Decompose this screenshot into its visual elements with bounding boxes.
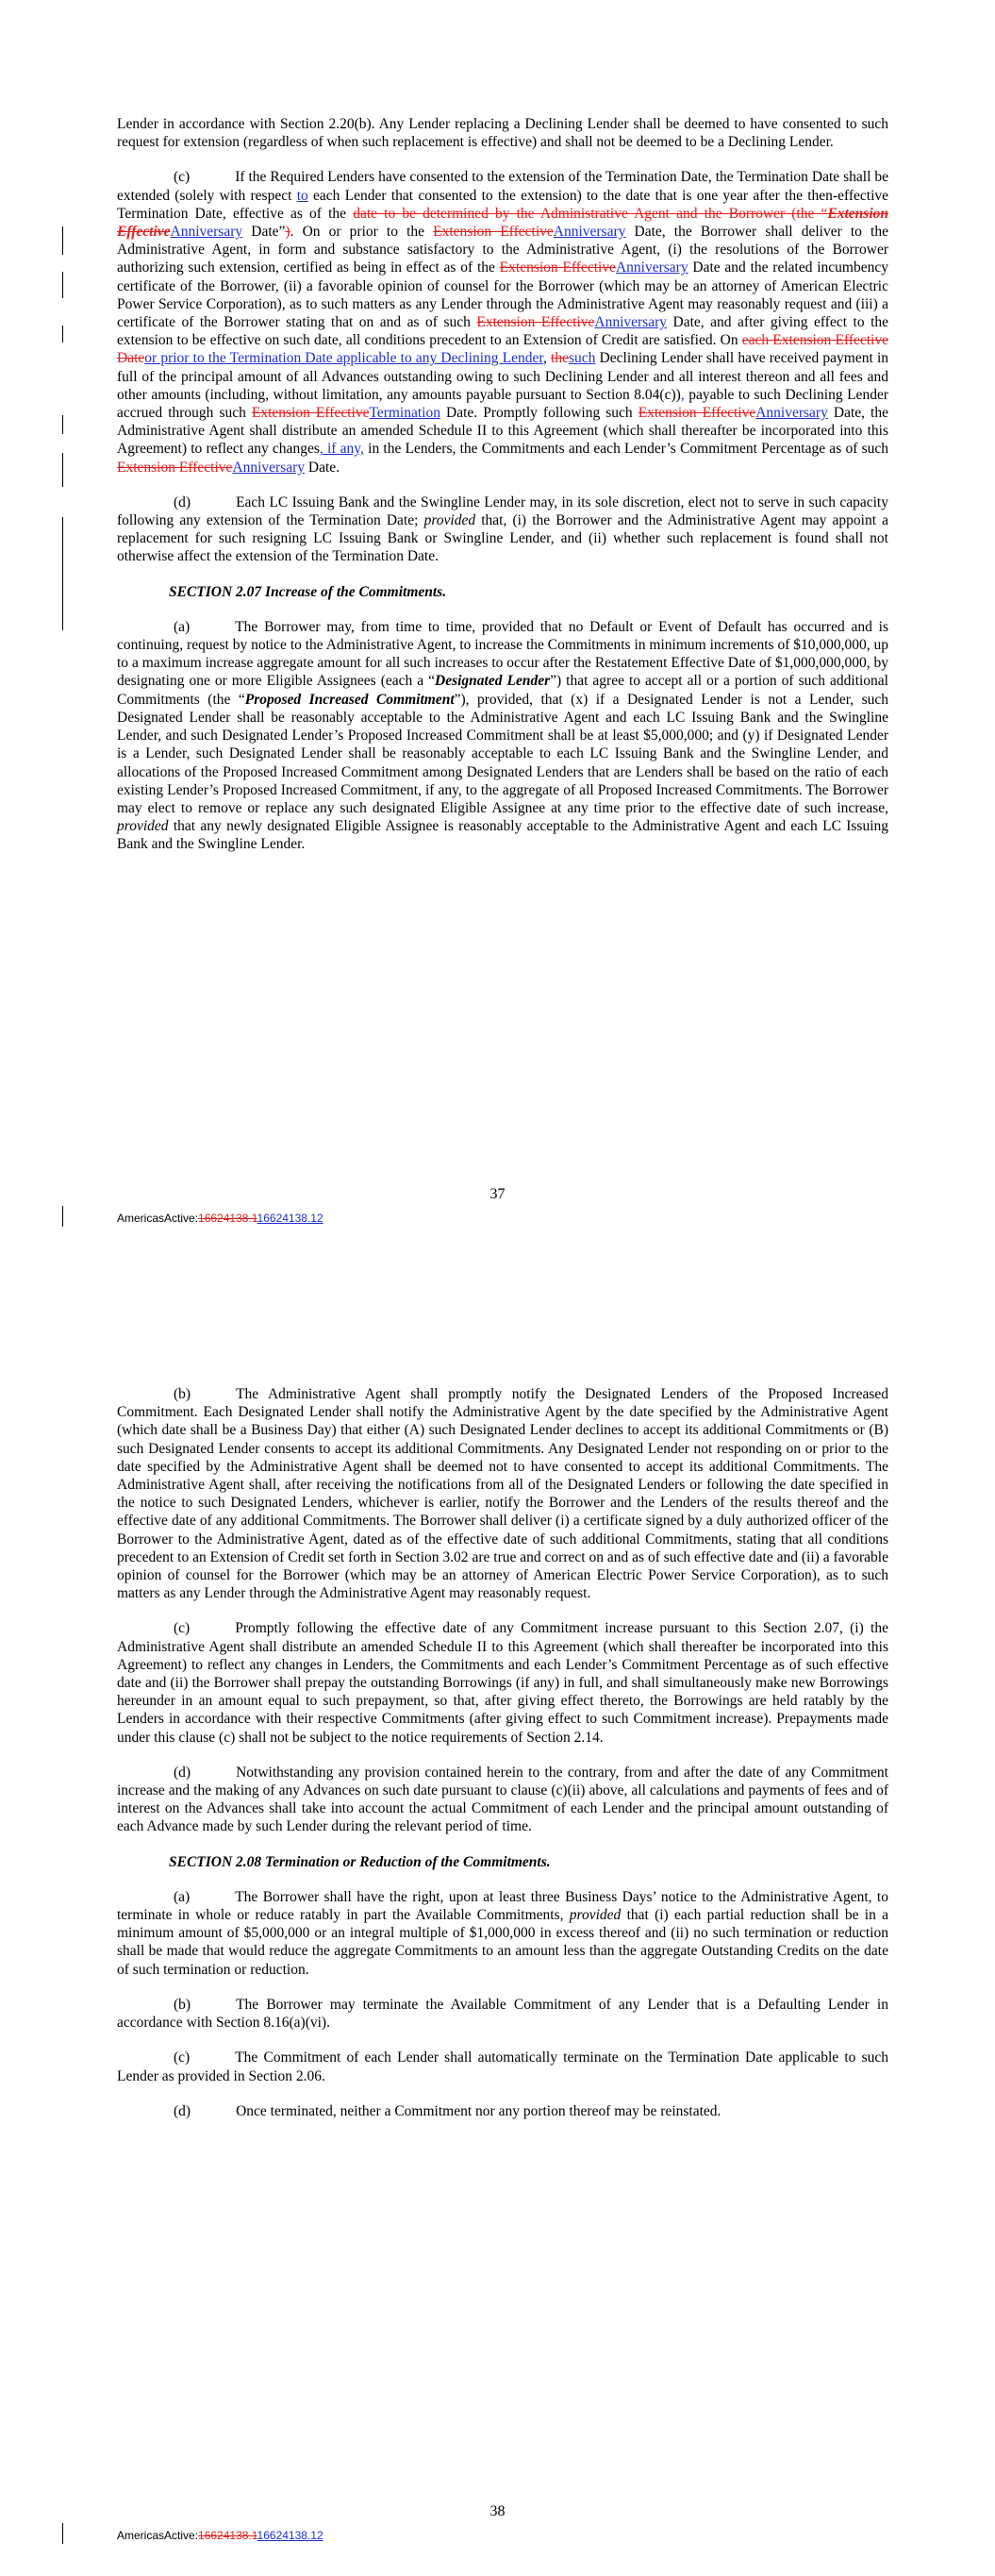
change-bar	[62, 517, 63, 630]
paragraph-2-06-d: (d) Each LC Issuing Bank and the Swingline Lender may, in its sole discretion, elect not to serve in such capacity following any extension of the Termination Date; provided that, (i) the Borrower and the Administrative Agent may appoint a replacement for such resigning LC Issuing Bank or Swingline Lender, and (ii) whether such replacement is found shall not otherwise affect the extension of the Termination Date.	[117, 493, 888, 565]
page-37-body	[117, 115, 888, 871]
change-bar	[62, 1206, 63, 1227]
page-number: 38	[489, 2503, 506, 2519]
paragraph-top: Lender in accordance with Section 2.20(b). Any Lender replacing a Declining Lender shall be deemed to have consented to such request for extension (regardless of when such replacement is effective) and shall not be deemed to be a Declining Lender.	[117, 116, 888, 151]
paragraph-2-07-d: (d) Notwithstanding any provision contained herein to the contrary, from and after the date of any Commitment increase and the making of any Advances on such date pursuant to clause (c)(ii) above, all calculations and payments of fees and of interest on the Advances shall take into account the actual Commitment of each Lender and the principal amount outstanding of each Advance made by such Lender during the relevant period of time.	[117, 1764, 888, 1835]
page-38	[0, 1264, 995, 2576]
section-heading-2-07: SECTION 2.07 Increase of the Commitments.	[169, 583, 447, 600]
paragraph-2-08-c: (c) The Commitment of each Lender shall automatically terminate on the Termination Date applicable to such Lender as provided in Section 2.06.	[117, 2049, 888, 2084]
change-bar	[62, 326, 63, 343]
change-bar	[62, 2523, 63, 2544]
section-heading-2-08: SECTION 2.08 Termination or Reduction of the Commitments.	[169, 1853, 551, 1870]
page-38-body	[117, 1385, 888, 2137]
document-footer: AmericasActive:16624138.116624138.12	[117, 1212, 323, 1225]
page-number: 37	[489, 1186, 506, 1202]
paragraph-2-07-c: (c) Promptly following the effective date of any Commitment increase pursuant to this Section 2.07, (i) the Administrative Agent shall distribute an amended Schedule II to this Agreement (which shall thereafter be incorporated into this Agreement) to reflect any changes in Lenders, the Commitments and each Lender’s Commitment Percentage as of such effective date and (ii) the Borrower shall prepay the outstanding Borrowings (if any) in full, and shall simultaneously make new Borrowings hereunder in an amount equal to such prepayment, so that, after giving effect thereto, the Borrowings are held ratably by the Lenders in accordance with their respective Commitments (after giving effect to such Commitment increase). Prepayments made under this clause (c) shall not be subject to the notice requirements of Section 2.14.	[117, 1620, 888, 1746]
paragraph-2-07-b: (b) The Administrative Agent shall promptly notify the Designated Lenders of the Proposed Increased Commitment. Each Designated Lender shall notify the Administrative Agent by the date specified by the Administrative Agent (which date shall be a Business Day) that either (A) such Designated Lender declines to accept its additional Commitments or (B) such Designated Lender consents to accept its additional Commitments. Any Designated Lender not responding on or prior to the date specified by the Administrative Agent shall be deemed not to have consented to accept its additional Commitments. The Administrative Agent shall, after receiving the notifications from all of the Designated Lenders or following the date specified in the notice to such Designated Lenders, whichever is earlier, notify the Borrower and the Lenders of the results thereof and the effective date of any additional Commitments. The Borrower shall deliver (i) a certificate signed by a duly authorized officer of the Borrower to the Administrative Agent, dated as of the effective date of such additional Commitments, stating that all conditions precedent to an Extension of Credit set forth in Section 3.02 are true and correct on and as of such effective date and (ii) a favorable opinion of counsel for the Borrower (which may be an attorney of American Electric Power Service Corporation), as to such matters as any Lender through the Administrative Agent may reasonably request.	[117, 1386, 888, 1602]
paragraph-2-07-a: (a) The Borrower may, from time to time, provided that no Default or Event of Default has occurred and is continuing, request by notice to the Administrative Agent, to increase the Commitments in minimum increments of $10,000,000, up to a maximum increase aggregate amount for all such increases to occur after the Restatement Effective Date of $1,000,000,000, by designating one or more Eligible Assignees (each a “Designated Lender”) that agree to accept all or a portion of such additional Commitments (the “Proposed Increased Commitment”), provided, that (x) if a Designated Lender is not a Lender, such Designated Lender shall be reasonably acceptable to the Administrative Agent and each LC Issuing Bank and the Swingline Lender, and such Designated Lender’s Proposed Increased Commitment shall be at least $5,000,000; and (y) if Designated Lender is a Lender, such Designated Lender shall be reasonably acceptable to each LC Issuing Bank and the Swingline Lender, and allocations of the Proposed Increased Commitment among Designated Lenders that are Lenders shall be based on the ratio of each existing Lender’s Proposed Increased Commitment, if any, to the aggregate of all Proposed Increased Commitments. The Borrower may elect to remove or replace any such designated Eligible Assignee at any time prior to the effective date of such increase, provided that any newly designated Eligible Assignee is reasonably acceptable to the Administrative Agent and each LC Issuing Bank and the Swingline Lender.	[117, 618, 888, 853]
change-bar	[62, 226, 63, 255]
change-bar	[62, 272, 63, 298]
paragraph-2-08-a: (a) The Borrower shall have the right, upon at least three Business Days’ notice to the Administrative Agent, to terminate in whole or reduce ratably in part the Available Commitments, provided that (i) each partial reduction shall be in a minimum amount of $5,000,000 or an integral multiple of $1,000,000 in excess thereof and (ii) no such termination or reduction shall be made that would reduce the aggregate Commitments to an amount less than the aggregate Outstanding Credits on the date of such termination or reduction.	[117, 1888, 888, 1978]
paragraph-2-06-c: (c) If the Required Lenders have consented to the extension of the Termination Date, the Termination Date shall be extended (solely with respect to each Lender that consented to the extension) to the date that is one year after the then-effective Termination Date, effective as of the date to be determined by the Administrative Agent and the Borrower (the “Extension EffectiveAnniversary Date”). On or prior to the Extension EffectiveAnniversary Date, the Borrower shall deliver to the Administrative Agent, in form and substance satisfactory to the Administrative Agent, (i) the resolutions of the Borrower authorizing such extension, certified as being in effect as of the Extension EffectiveAnniversary Date and the related incumbency certificate of the Borrower, (ii) a favorable opinion of counsel for the Borrower (which may be an attorney of American Electric Power Service Corporation), as to such matters as any Lender through the Administrative Agent may reasonably request and (iii) a certificate of the Borrower stating that on and as of such Extension EffectiveAnniversary Date, and after giving effect to the extension to be effective on such date, all conditions precedent to an Extension of Credit are satisfied. On each Extension Effective Dateor prior to the Termination Date applicable to any Declining Lender, thesuch Declining Lender shall have received payment in full of the principal amount of all Advances outstanding owing to such Declining Lender and all interest thereon and all fees and other amounts (including, without limitation, any amounts payable pursuant to Section 8.04(c)), payable to such Declining Lender accrued through such Extension EffectiveTermination Date. Promptly following such Extension EffectiveAnniversary Date, the Administrative Agent shall distribute an amended Schedule II to this Agreement (which shall thereafter be incorporated into this Agreement) to reflect any changes, if any, in the Lenders, the Commitments and each Lender’s Commitment Percentage as of such Extension EffectiveAnniversary Date.	[117, 169, 889, 476]
document-footer: AmericasActive:16624138.116624138.12	[117, 2529, 323, 2542]
change-bar	[62, 453, 63, 487]
change-bar	[62, 415, 63, 434]
paragraph-2-08-d: (d) Once terminated, neither a Commitment nor any portion thereof may be reinstated.	[174, 2102, 721, 2119]
page-37	[0, 0, 995, 1264]
paragraph-2-08-b: (b) The Borrower may terminate the Available Commitment of any Lender that is a Defaulting Lender in accordance with Section 8.16(a)(vi).	[117, 1996, 888, 2032]
